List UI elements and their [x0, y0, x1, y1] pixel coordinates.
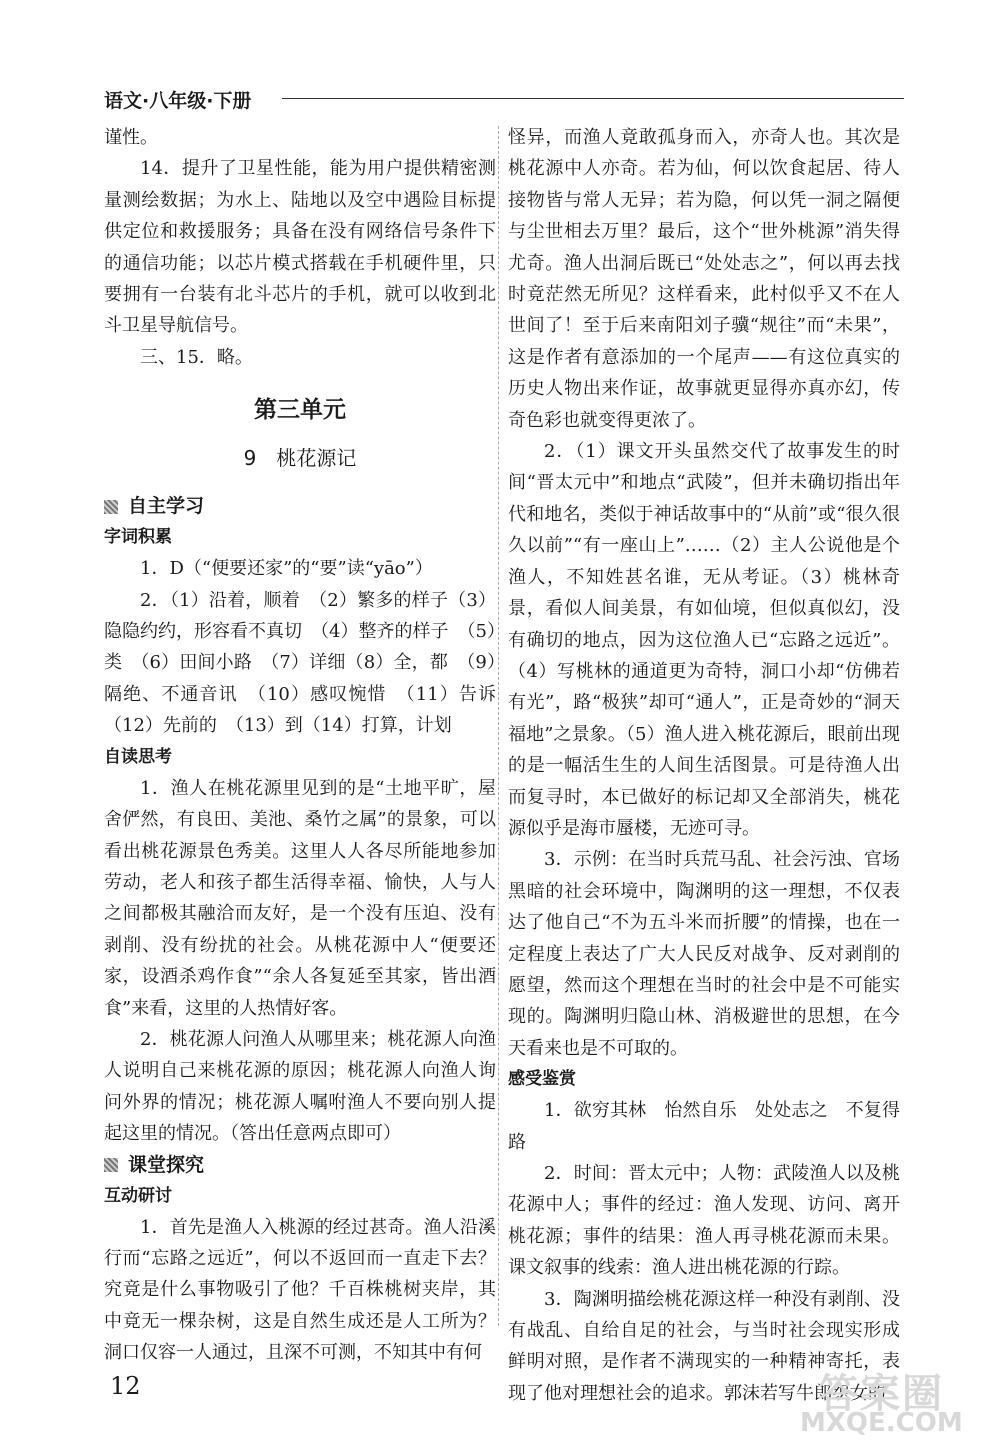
section-ketang-tanjiu	[104, 1150, 496, 1181]
page-number: 12	[110, 1372, 141, 1400]
subsection-hudong-yantao: 互动研讨	[104, 1185, 172, 1206]
watermark-text: 答案圈	[818, 1371, 944, 1417]
ganshou-answer-1: 1．欲穷其林 怡然自乐 处处志之 不复得路	[508, 1100, 900, 1153]
hudong-answer-1: 1．首先是渔人入桃源的经过甚奇。渔人沿溪行而“忘路之远近”，何以不返回而一直走下去？究竟是什么事物吸引了他？千百株桃树夹岸，其中竟无一棵杂树，这是自然生成还是人工所为？洞口仅容一人通过，且深不可测，不知其中有何	[104, 1216, 496, 1364]
hudong-answer-3: 3．示例：在当时兵荒马乱、社会污浊、官场黑暗的社会环境中，陶渊明的这一理想，不仅表达了他自己“不为五斗米而折腰”的情操，也在一定程度上表达了广大人民反对战争、反对剥削的愿望，然而这个理想在当时的社会中是不可能实现的。陶渊明归隐山林、消极避世的思想，在今天看来也是不可取的。	[508, 849, 900, 1059]
right-column	[508, 122, 900, 1409]
hudong-answer-2: 2．（1）课文开头虽然交代了故事发生的时间“晋太元中”和地点“武陵”，但并未确切指出年代和地名，类似于神话故事中的“从前”或“很久很久以前”“有一座山上”……（2）主人公说他是个渔人，不知姓甚名谁，无从考证。（3）桃林奇景，看似人间美景，有如仙境，但似真似幻，没有确切的地点，因为这位渔人已“忘路之远近”。（4）写桃林的通道更为奇特，洞口小却“仿佛若有光”，路“极狭”却可“通人”，正是奇妙的“洞天福地”之景象。（5）渔人进入桃花源后，眼前出现的是一幅活生生的人间生活图景。可是待渔人出而复寻时，本已做好的标记却又全部消失，桃花源似乎是海市蜃楼，无迹可寻。	[508, 441, 900, 839]
section-zizhu-xuexi	[104, 491, 496, 522]
section-title: 课堂探究	[128, 1153, 205, 1176]
section-marker-icon	[104, 1158, 118, 1172]
section-marker-icon	[104, 500, 118, 514]
hudong-answer-1-continued: 怪异，而渔人竟敢孤身而入，亦奇人也。其次是桃花源中人亦奇。若为仙，何以饮食起居、待人接物皆与常人无异；若为隐，何以凭一洞之隔便与尘世相去万里？最后，这个“世外桃源”消失得尤奇。渔人出洞后既已“处处志之”，何以再去找时竟茫然无所见？这样看来，此村似乎又不在人世间了！至于后来南阳刘子骥“规往”而“未果”，这是作者有意添加的一个尾声——有这位真实的历史人物出来作证，故事就更显得亦真亦幻，传奇色彩也就变得更浓了。	[508, 127, 900, 431]
zidu-answer-1: 1．渔人在桃花源里见到的是“土地平旷，屋舍俨然，有良田、美池、桑竹之属”的景象，可以看出桃花源景色秀美。这里人人各尽所能地参加劳动，老人和孩子都生活得幸福、愉快，人与人之间都极其融洽而友好，是一个没有压迫、没有剥削、没有纷扰的社会。从桃花源中人“便要还家，设酒杀鸡作食”“余人各复延至其家，皆出酒食”来看，这里的人热情好客。	[104, 777, 496, 1019]
lesson-title: 9 桃花源记	[243, 446, 357, 471]
zidu-answer-2: 2．桃花源人问渔人从哪里来；桃花源人向渔人说明自己来桃花源的原因；桃花源人向渔人询问外界的情况；桃花源人嘱咐渔人不要向别人提起这里的情况。（答出任意两点即可）	[104, 1028, 496, 1145]
ganshou-answer-2: 2．时间：晋太元中；人物：武陵渔人以及桃花源中人；事件的经过：渔人发现、访问、离开桃花源；事件的结果：渔人再寻桃花源而未果。课文叙事的线索：渔人进出桃花源的行踪。	[508, 1163, 900, 1279]
unit-title: 第三单元	[254, 397, 346, 424]
watermark-logo	[800, 1362, 970, 1438]
paragraph-continuation: 谨性。	[104, 127, 158, 148]
zici-answer-2: 2．（1）沿着，顺着 （2）繁多的样子（3）隐隐约约，形容看不真切 （4）整齐的样子 （5）类 （6）田间小路 （7）详细（8）全，都 （9）隔绝、不通音讯 （10）感叹惋惜 （11）告诉 （12）先前的 （13）到（14）打算，计划	[104, 589, 514, 737]
page-header	[104, 86, 904, 110]
ganshou-answer-3: 3．陶渊明描绘桃花源这样一种没有剥削、没有战乱、自给自足的社会，与当时社会现实形成鲜明对照，是作者不满现实的一种精神寄托，表现了他对理想社会的追求。郭沫若写牛郎织女的	[508, 1288, 900, 1404]
subsection-ganshou-jianshang: 感受鉴赏	[508, 1069, 576, 1090]
section-title: 自主学习	[128, 495, 205, 518]
left-column	[104, 122, 514, 1369]
zici-answer-1: 1．D（“便要还家”的“要”读“yāo”）	[140, 558, 433, 580]
answer-14: 14．提升了卫星性能，能为用户提供精密测量测绘数据；为水上、陆地以及空中遇险目标提供定位和救援服务；具备在没有网络信号条件下的通信功能；以芯片模式搭载在手机硬件里，只要拥有一台装有北斗芯片的手机，就可以收到北斗卫星导航信号。	[104, 158, 496, 337]
header-rule	[282, 98, 904, 99]
subsection-zidu-sikao: 自读思考	[104, 746, 172, 767]
watermark-url: MXQE.COM	[800, 1408, 963, 1438]
answer-15: 三、15．略。	[140, 346, 253, 368]
subsection-zici-jilei: 字词积累	[104, 527, 172, 548]
header-title: 语文·八年级·下册	[104, 90, 252, 112]
column-divider	[498, 126, 499, 1326]
